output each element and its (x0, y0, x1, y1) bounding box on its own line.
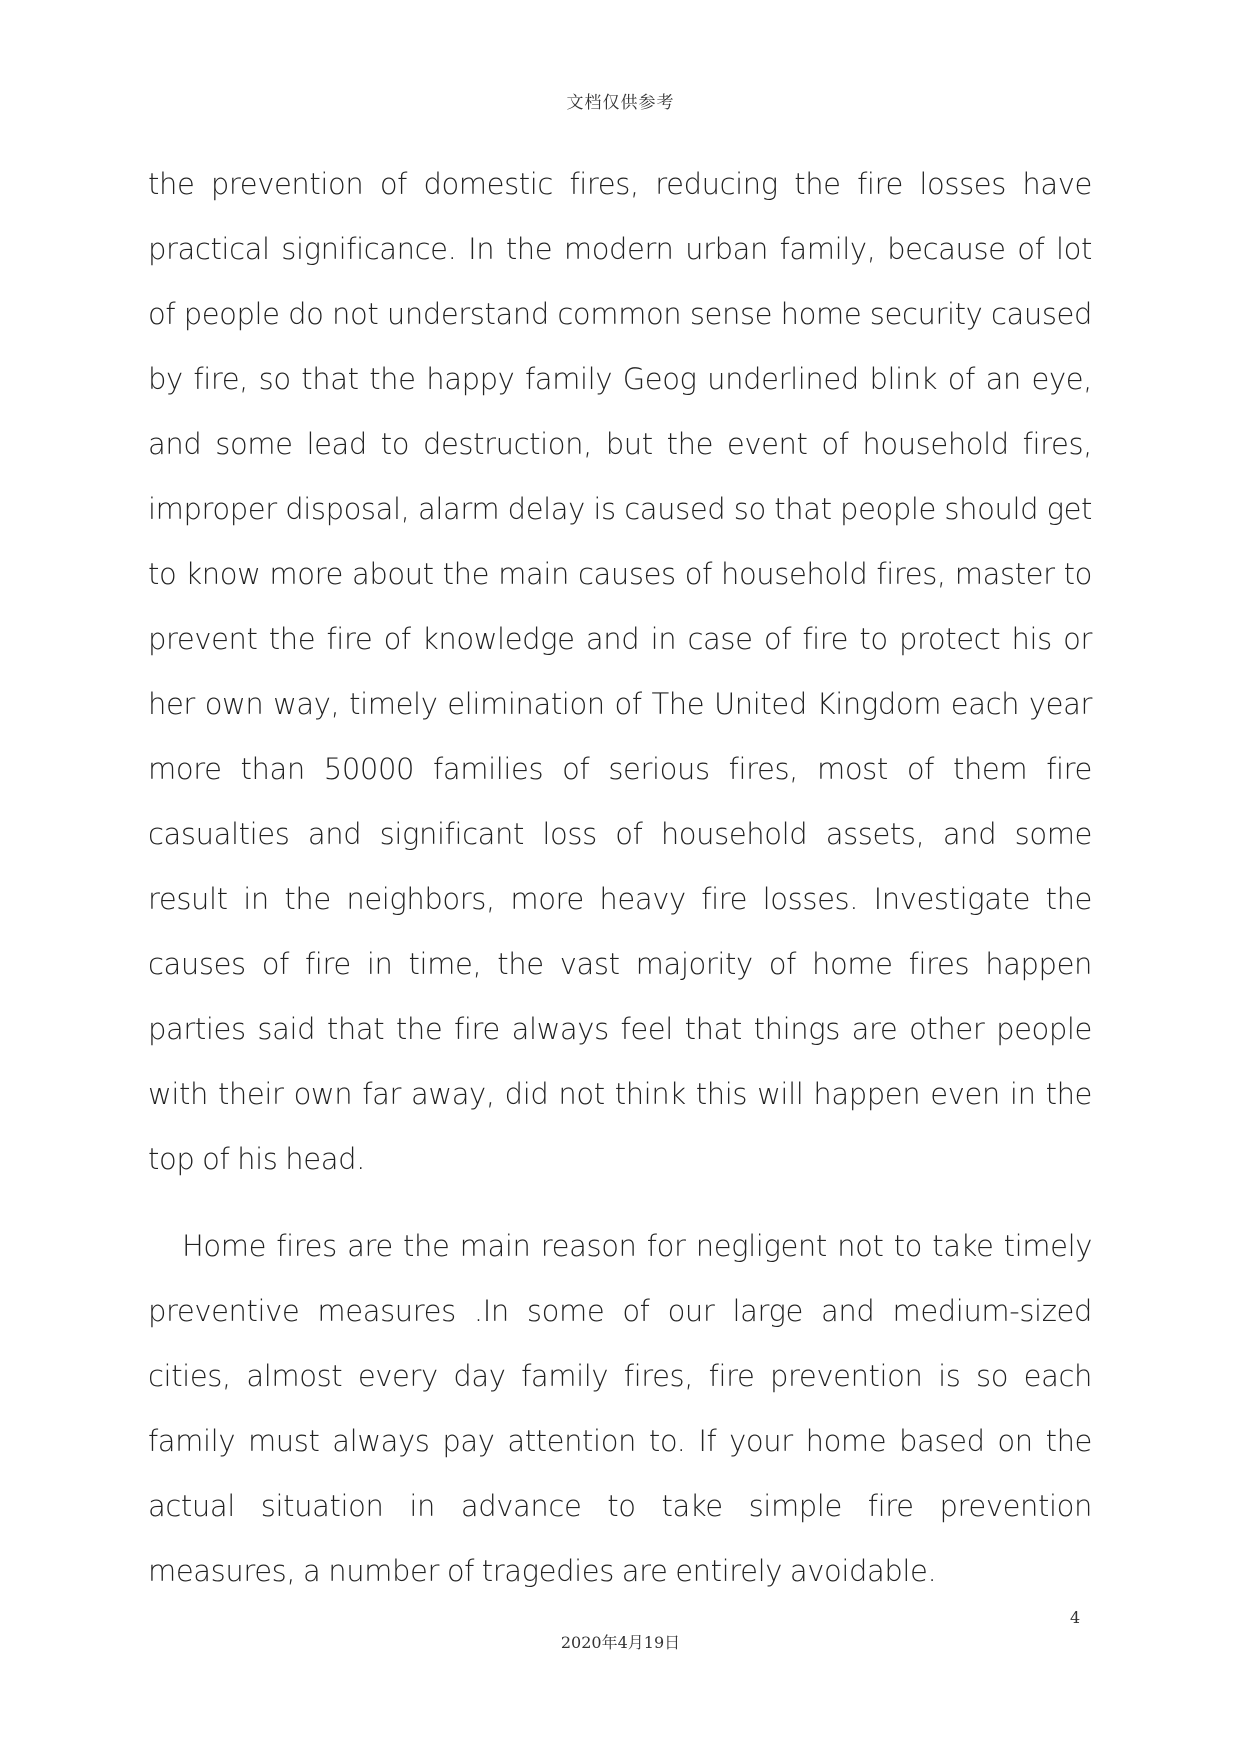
page-number: 4 (1070, 1608, 1081, 1627)
page-header: 文档仅供参考 (566, 93, 675, 113)
paragraph-1: the prevention of domestic fires, reducing the fire losses have practical significance. In the modern urban family, because of lot of people do not understand common sense home security caused by fire, so that the happy family Geog underlined blink of an eye, and some lead to destruction, but the event of household fires, improper disposal, alarm delay is caused so that people should get to know more about the main causes of household fires, master to prevent the fire of knowledge and in case of fire to protect his or her own way, timely elimination of The United Kingdom each year more than 50000 families of serious fires, most of them fire casualties and significant loss of household assets, and some result in the neighbors, more heavy fire losses. Investigate the causes of fire in time, the vast majority of home fires happen parties said that the fire always feel that things are other people with their own far away, did not think this will happen even in the top of his head. (148, 167, 1092, 1176)
paragraph-2: Home fires are the main reason for negligent not to take timely preventive measures .In some of our large and medium-sized cities, almost every day family fires, fire prevention is so each family must always pay attention to. If your home based on the actual situation in advance to take simple fire prevention measures, a number of tragedies are entirely avoidable. (148, 1229, 1092, 1588)
footer-date: 2020年4月19日 (560, 1633, 681, 1652)
document-body (148, 152, 1092, 1604)
